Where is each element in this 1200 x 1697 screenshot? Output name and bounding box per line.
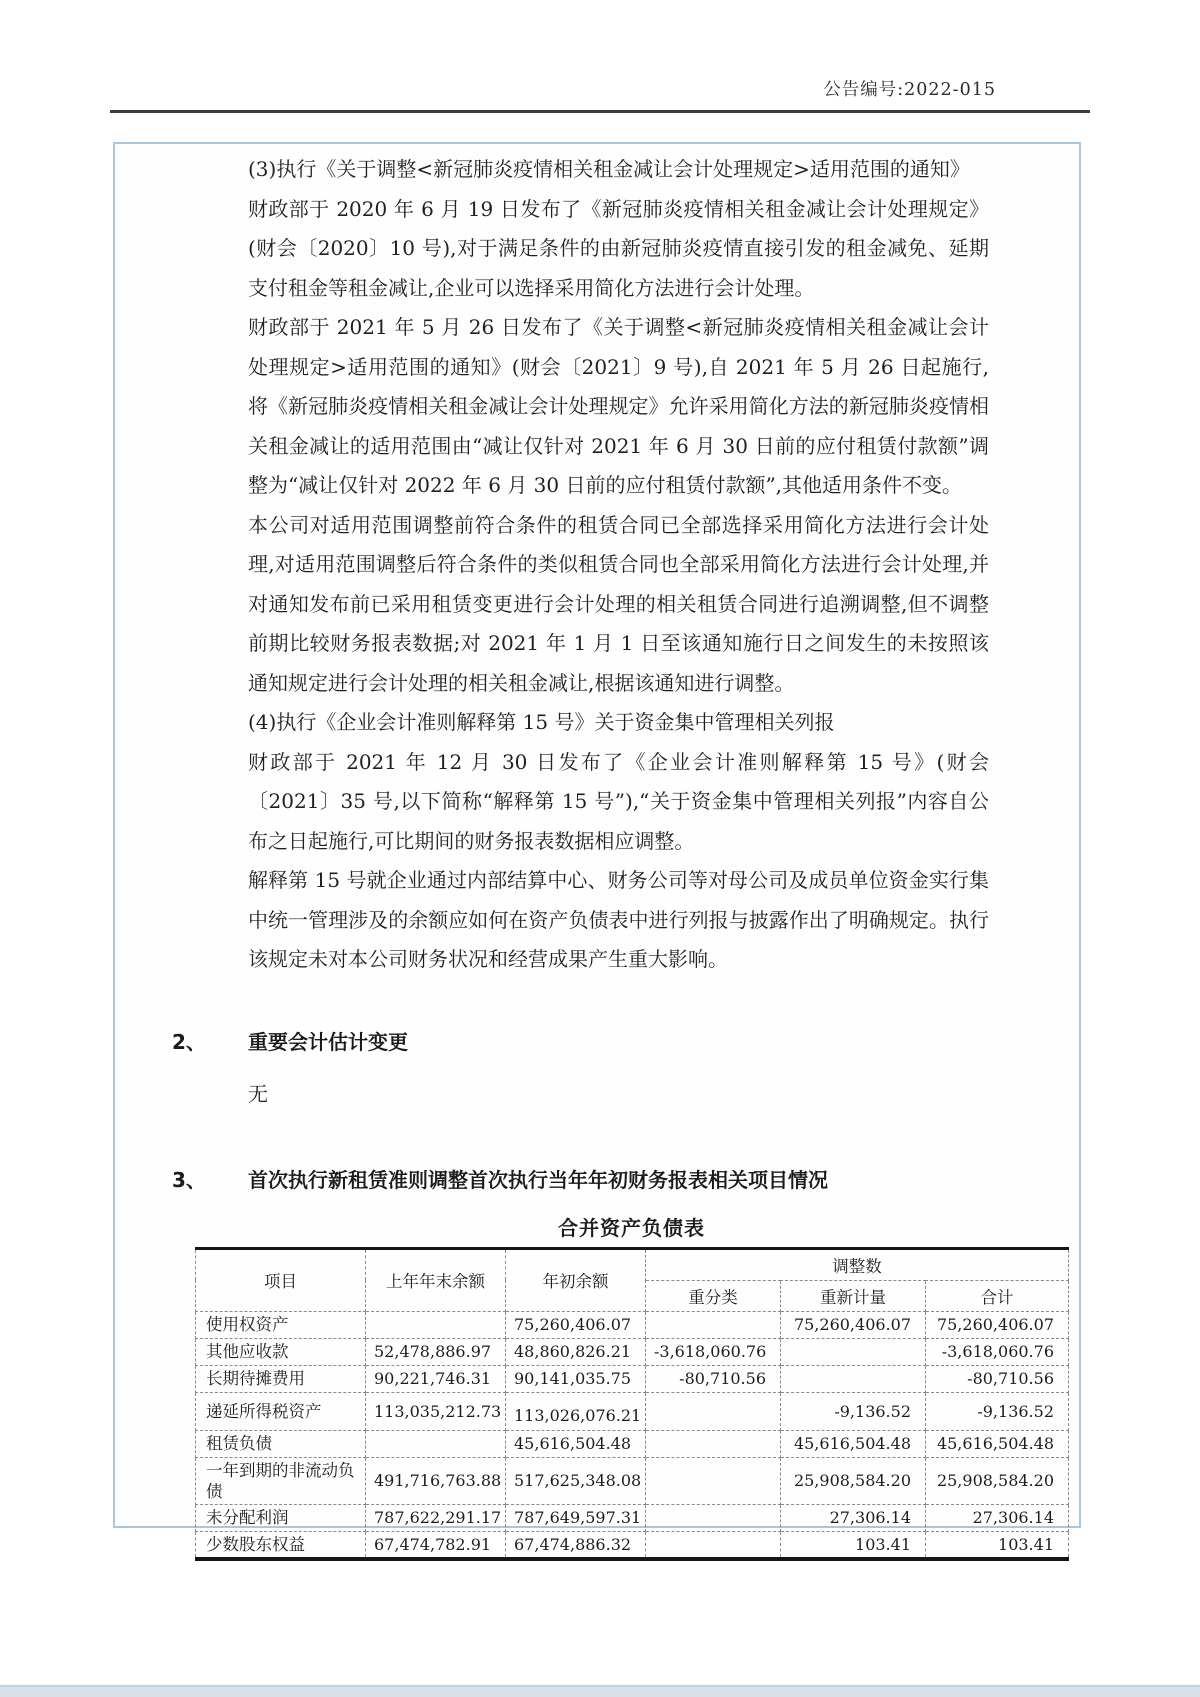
cell-begin: 787,649,597.31 xyxy=(506,1504,646,1531)
balance-sheet-table xyxy=(195,1247,1069,1561)
cell-begin: 113,026,076.21 xyxy=(506,1392,646,1430)
paragraph: (4)执行《企业会计准则解释第 15 号》关于资金集中管理相关列报 xyxy=(248,710,835,734)
cell-prev: 67,474,782.91 xyxy=(366,1531,506,1559)
col-header-total: 合计 xyxy=(926,1280,1069,1311)
cell-remeasure: 103.41 xyxy=(781,1531,926,1559)
table-title: 合并资产负债表 xyxy=(558,1215,705,1240)
cell-begin: 67,474,886.32 xyxy=(506,1531,646,1559)
section-3-title: 首次执行新租赁准则调整首次执行当年年初财务报表相关项目情况 xyxy=(248,1167,828,1192)
table-row xyxy=(196,1392,1069,1430)
cell-total: 103.41 xyxy=(926,1531,1069,1559)
cell-item: 使用权资产 xyxy=(196,1311,366,1338)
header-rule xyxy=(110,110,1090,113)
content-box xyxy=(113,142,1081,1554)
paragraph: 财政部于 2020 年 6 月 19 日发布了《新冠肺炎疫情相关租金减让会计处理规定》(财会〔2020〕10 号),对于满足条件的由新冠肺炎疫情直接引发的租金减免、延期支付租金等租金减让,企业可以选择采用简化方法进行会计处理。 xyxy=(248,196,989,300)
cell-prev: 787,622,291.17 xyxy=(366,1504,506,1531)
paragraph: 财政部于 2021 年 12 月 30 日发布了《企业会计准则解释第 15 号》(财会〔2021〕35 号,以下简称“解释第 15 号”),“关于资金集中管理相关列报”内容自公布之日起施行,可比期间的财务报表数据相应调整。 xyxy=(248,749,989,853)
cell-prev xyxy=(366,1311,506,1338)
cell-prev: 90,221,746.31 xyxy=(366,1365,506,1392)
cell-reclass xyxy=(646,1457,781,1504)
col-header-adjustments: 调整数 xyxy=(646,1248,1069,1280)
paragraph: 解释第 15 号就企业通过内部结算中心、财务公司等对母公司及成员单位资金实行集中统一管理涉及的余额应如何在资产负债表中进行列报与披露作出了明确规定。执行该规定未对本公司财务状况和经营成果产生重大影响。 xyxy=(248,868,989,971)
cell-total: 27,306.14 xyxy=(926,1504,1069,1531)
page-bottom-edge xyxy=(0,1685,1200,1697)
cell-item: 少数股东权益 xyxy=(196,1531,366,1559)
table-row xyxy=(196,1457,1069,1504)
col-header-year-begin: 年初余额 xyxy=(506,1248,646,1311)
paragraph: (3)执行《关于调整<新冠肺炎疫情相关租金减让会计处理规定>适用范围的通知》 xyxy=(248,157,970,181)
col-header-reclass: 重分类 xyxy=(646,1280,781,1311)
cell-total: 25,908,584.20 xyxy=(926,1457,1069,1504)
cell-total: -3,618,060.76 xyxy=(926,1338,1069,1365)
cell-reclass xyxy=(646,1504,781,1531)
cell-total: -9,136.52 xyxy=(926,1392,1069,1430)
section-heading-3 xyxy=(172,1160,989,1200)
cell-total: -80,710.56 xyxy=(926,1365,1069,1392)
cell-begin: 45,616,504.48 xyxy=(506,1430,646,1457)
table-body xyxy=(196,1311,1069,1559)
section-2-number: 2、 xyxy=(172,1029,206,1054)
cell-prev xyxy=(366,1430,506,1457)
paragraph: 财政部于 2021 年 5 月 26 日发布了《关于调整<新冠肺炎疫情相关租金减让会计处理规定>适用范围的通知》(财会〔2021〕9 号),自 2021 年 5 月 26 日起施行,将《新冠肺炎疫情相关租金减让会计处理规定》允许采用简化方法的新冠肺炎疫情相关租金减让的适用范围由“减让仅针对 2021 年 6 月 30 日前的应付租赁付款额”调整为“减让仅针对 2022 年 6 月 30 日前的应付租赁付款额”,其他适用条件不变。 xyxy=(248,315,989,497)
cell-remeasure: 25,908,584.20 xyxy=(781,1457,926,1504)
cell-item: 一年到期的非流动负债 xyxy=(196,1457,366,1504)
cell-begin: 75,260,406.07 xyxy=(506,1311,646,1338)
table-area xyxy=(195,1212,1068,1561)
table-row xyxy=(196,1531,1069,1559)
cell-remeasure: 45,616,504.48 xyxy=(781,1430,926,1457)
cell-reclass: -3,618,060.76 xyxy=(646,1338,781,1365)
cell-item: 未分配利润 xyxy=(196,1504,366,1531)
col-header-item: 项目 xyxy=(196,1248,366,1311)
cell-item: 递延所得税资产 xyxy=(196,1392,366,1430)
cell-prev: 52,478,886.97 xyxy=(366,1338,506,1365)
section-2-body: 无 xyxy=(248,1081,268,1106)
cell-reclass xyxy=(646,1311,781,1338)
text-area xyxy=(115,144,1079,1200)
col-header-remeasure: 重新计量 xyxy=(781,1280,926,1311)
cell-begin: 90,141,035.75 xyxy=(506,1365,646,1392)
doc-number: 公告编号:2022-015 xyxy=(823,80,996,100)
cell-remeasure: 27,306.14 xyxy=(781,1504,926,1531)
cell-reclass xyxy=(646,1430,781,1457)
paragraph: 本公司对适用范围调整前符合条件的租赁合同已全部选择采用简化方法进行会计处理,对适用范围调整后符合条件的类似租赁合同也全部采用简化方法进行会计处理,并对通知发布前已采用租赁变更进行会计处理的相关租赁合同进行追溯调整,但不调整前期比较财务报表数据;对 2021 年 1 月 1 日至该通知施行日之间发生的未按照该通知规定进行会计处理的相关租金减让,根据该通知进行调整。 xyxy=(248,512,989,695)
cell-remeasure xyxy=(781,1338,926,1365)
table-row xyxy=(196,1338,1069,1365)
cell-reclass: -80,710.56 xyxy=(646,1365,781,1392)
cell-begin: 48,860,826.21 xyxy=(506,1338,646,1365)
cell-total: 75,260,406.07 xyxy=(926,1311,1069,1338)
section-2-title: 重要会计估计变更 xyxy=(248,1029,408,1054)
section-3-number: 3、 xyxy=(172,1167,206,1192)
cell-prev: 491,716,763.88 xyxy=(366,1457,506,1504)
table-header xyxy=(196,1248,1069,1311)
table-row xyxy=(196,1311,1069,1338)
table-row xyxy=(196,1504,1069,1531)
table-row xyxy=(196,1430,1069,1457)
cell-total: 45,616,504.48 xyxy=(926,1430,1069,1457)
section-heading-2 xyxy=(172,1022,989,1062)
cell-item: 长期待摊费用 xyxy=(196,1365,366,1392)
cell-reclass xyxy=(646,1531,781,1559)
col-header-prev-year-end: 上年年末余额 xyxy=(366,1248,506,1311)
cell-remeasure: 75,260,406.07 xyxy=(781,1311,926,1338)
cell-begin: 517,625,348.08 xyxy=(506,1457,646,1504)
cell-prev: 113,035,212.73 xyxy=(366,1392,506,1430)
cell-reclass xyxy=(646,1392,781,1430)
cell-remeasure: -9,136.52 xyxy=(781,1392,926,1430)
cell-item: 租赁负债 xyxy=(196,1430,366,1457)
cell-item: 其他应收款 xyxy=(196,1338,366,1365)
cell-remeasure xyxy=(781,1365,926,1392)
table-row xyxy=(196,1365,1069,1392)
